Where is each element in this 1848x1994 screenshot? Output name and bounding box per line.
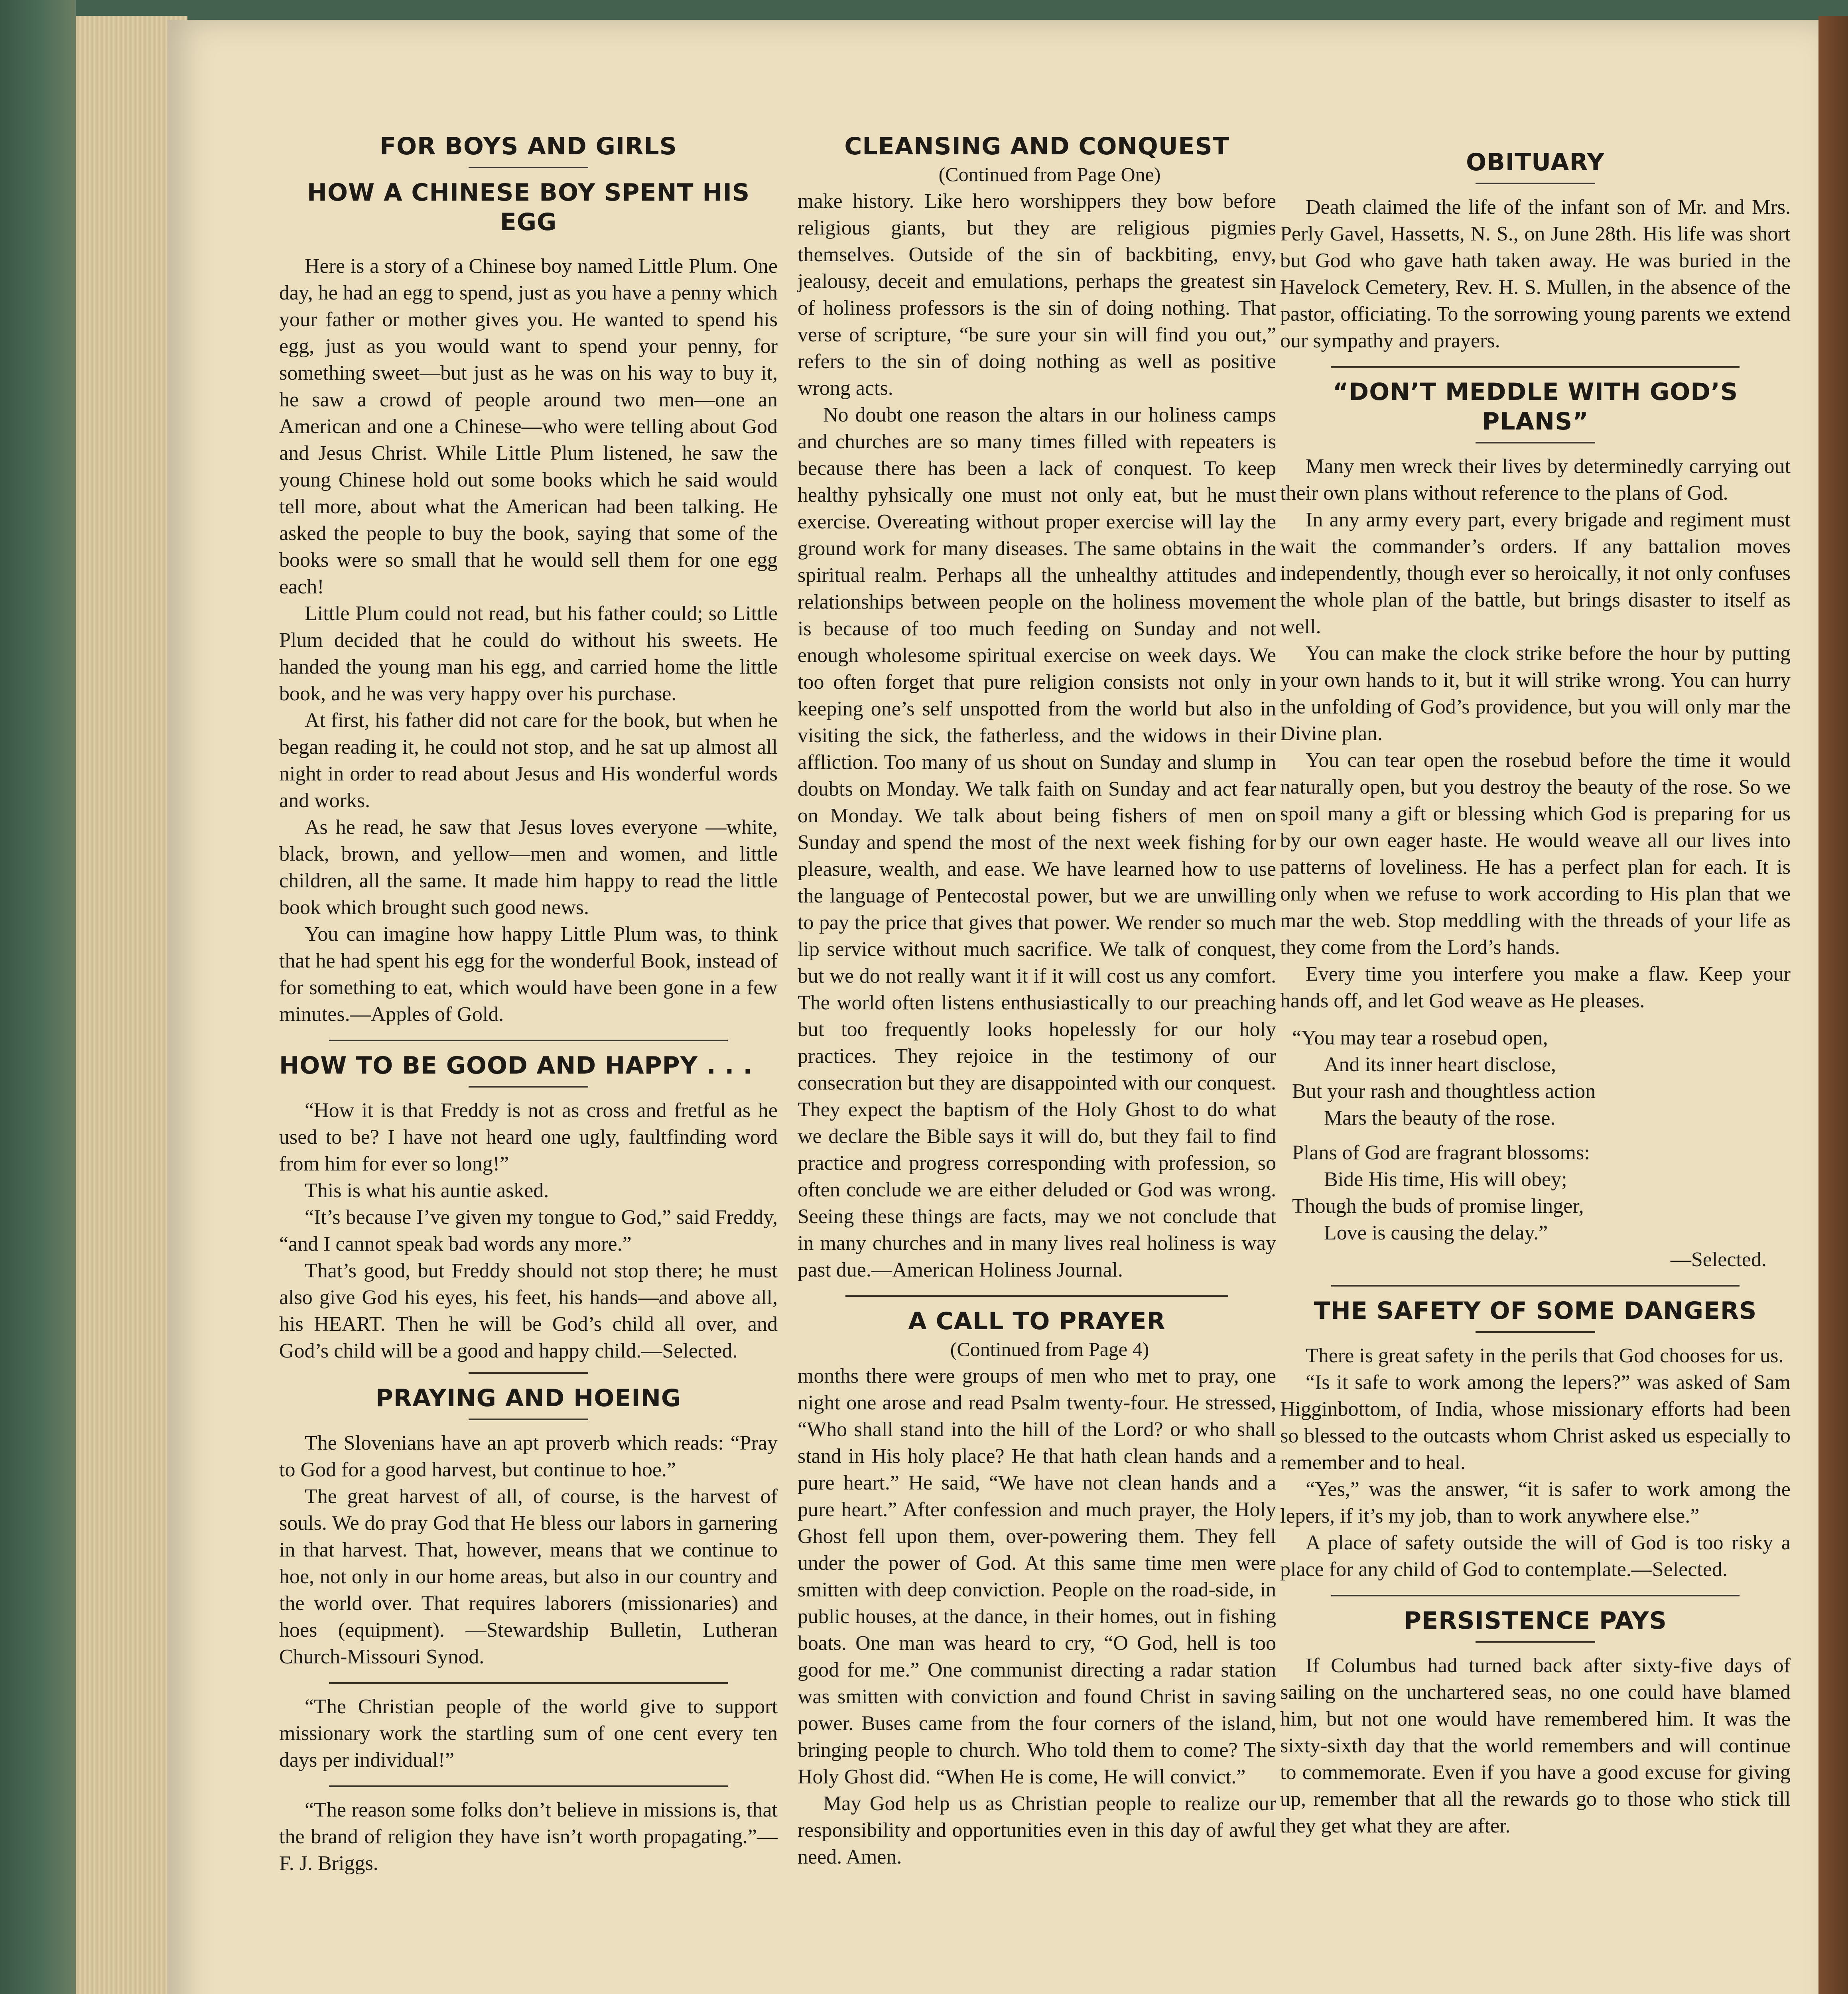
poem-line: Mars the beauty of the rose. <box>1324 1107 1556 1129</box>
article-title-good-and-happy: HOW TO BE GOOD AND HAPPY . . . <box>279 1052 753 1080</box>
heading-rule <box>469 1419 588 1420</box>
section-divider <box>329 1040 728 1041</box>
paragraph: At first, his father did not care for the book, but when he began reading it, he could not stop, and he sat up almost all night in order to read about Jesus and His wonderful words and works. <box>279 709 778 812</box>
poem-line: Though the buds of promise linger, <box>1292 1195 1584 1218</box>
poem-line: But your rash and thoughtless action <box>1292 1080 1596 1103</box>
heading-rule <box>1476 1331 1595 1333</box>
paragraph: That’s good, but Freddy should not stop there; he must also give God his eyes, his feet, his hands—and above all, his HEART. Then he will be God’s child all over, and God’s child will be a good and happy child.—Selected. <box>279 1259 778 1362</box>
book-cover-left <box>0 0 76 1994</box>
paragraph: “It’s because I’ve given my tongue to God,” said Freddy, “and I cannot speak bad words any more.” <box>279 1206 778 1255</box>
column-left <box>279 132 778 1877</box>
poem-line: Bide His time, His will obey; <box>1324 1168 1567 1191</box>
quote-missionary-giving: “The Christian people of the world give to support missionary work the startling sum of one cent every ten days per individual!” <box>279 1695 778 1771</box>
paragraph: “Is it safe to work among the lepers?” was asked of Sam Higginbottom, of India, whose missionary efforts had been so blessed to the outcasts whom Christ asked us especially to remember and to heal. <box>1280 1371 1791 1474</box>
paragraph: If Columbus had turned back after sixty-five days of sailing on the unchartered seas, no one could have blamed him, but not one would have remembered him. It was the sixty-sixth day that the world remembers and will continue to commemorate. Even if you have a good excuse for giving up, remember that all the rewards go to those who stick till they get what they are after. <box>1280 1654 1791 1837</box>
paragraph: The great harvest of all, of course, is the harvest of souls. We do pray God that He bless our labors in garnering in that harvest. That, however, means that we continue to hoe, not only in our home areas, but also in our country and the world over. That requires laborers (missionaries) and hoes (equipment). —Stewardship Bulletin, Lutheran Church-Missouri Synod. <box>279 1485 778 1668</box>
section-divider <box>469 1372 588 1374</box>
paragraph: As he read, he saw that Jesus loves everyone —white, black, brown, and yellow—men and women, and little children, all the same. It made him happy to read the little book which brought such good news. <box>279 816 778 919</box>
poem-line: Love is causing the delay.” <box>1324 1222 1548 1244</box>
paragraph: This is what his auntie asked. <box>305 1179 549 1202</box>
poem-line: Plans of God are fragrant blossoms: <box>1292 1141 1590 1164</box>
paragraph: You can imagine how happy Little Plum was, to think that he had spent his egg for the wonderful Book, instead of for something to eat, which would have been gone in a few minutes.—Apples of Gold. <box>279 923 778 1026</box>
heading-rule <box>1476 442 1595 443</box>
heading-rule <box>469 167 588 168</box>
poem <box>1292 1025 1791 1273</box>
poem-attribution: —Selected. <box>1670 1248 1767 1271</box>
heading-rule <box>1476 1641 1595 1643</box>
column-right <box>1280 132 1791 1839</box>
paragraph: You can make the clock strike before the hour by putting your own hands to it, but it will strike wrong. You can hurry the unfolding of God’s providence, but you will only mar the Divine plan. <box>1280 642 1791 745</box>
continued-note: (Continued from Page One) <box>938 163 1161 185</box>
continued-note: (Continued from Page 4) <box>950 1338 1149 1360</box>
paragraph: In any army every part, every brigade and regiment must wait the commander’s orders. If any battalion moves independently, though ever so heroically, it not only confuses the whole plan of the battle, but brings disaster to itself as well. <box>1280 508 1791 638</box>
article-title-persistence-pays: PERSISTENCE PAYS <box>1404 1607 1667 1635</box>
column-middle <box>798 132 1276 1870</box>
section-heading-for-boys-and-girls: FOR BOYS AND GIRLS <box>380 132 677 160</box>
poem-line: And its inner heart disclose, <box>1324 1053 1556 1076</box>
paragraph: There is great safety in the perils that God chooses for us. <box>1306 1344 1784 1367</box>
article-title-safety-of-dangers: THE SAFETY OF SOME DANGERS <box>1314 1297 1757 1325</box>
paragraph: Every time you interfere you make a flaw. Keep your hands off, and let God weave as He pleases. <box>1280 963 1791 1012</box>
section-divider <box>329 1682 728 1684</box>
paragraph: Death claimed the life of the infant son of Mr. and Mrs. Perly Gavel, Hassetts, N. S., on June 28th. His life was short but God who gave hath taken away. He was buried in the Havelock Cemetery, Rev. H. S. Mullen, in the absence of the pastor, officiating. To the sorrowing young parents we extend our sympathy and prayers. <box>1280 196 1791 352</box>
paragraph: A place of safety outside the will of God is too risky a place for any child of God to contemplate.—Selected. <box>1280 1531 1791 1581</box>
section-divider <box>1331 366 1740 368</box>
article-title-dont-meddle: “DON’T MEDDLE WITH GOD’S PLANS” <box>1332 378 1738 435</box>
paragraph: The Slovenians have an apt proverb which reads: “Pray to God for a good harvest, but continue to hoe.” <box>279 1432 778 1481</box>
poem-line: “You may tear a rosebud open, <box>1292 1027 1548 1049</box>
article-title-praying-and-hoeing: PRAYING AND HOEING <box>375 1384 682 1412</box>
paragraph: “How it is that Freddy is not as cross and fretful as he used to be? I have not heard one ugly, faultfinding word from him for ever so long!” <box>279 1099 778 1175</box>
heading-rule <box>1476 183 1595 184</box>
paragraph: No doubt one reason the altars in our holiness camps and churches are so many times filled with repeaters is because there has been a lack of conquest. To keep healthy pyhsically one must not only eat, but he must exercise. Overeating without proper exercise will lay the ground work for many diseases. The same obtains in the spiritual realm. Perhaps all the unhealthy attitudes and relationships between people on the holiness movement is because of too much feeding on Sunday and not enough wholesome spiritual exercise on week days. We too often forget that pure religion consists not only in keeping one’s self unspotted from the world but also in visiting the sick, the fatherless, and the widows in their affliction. Too many of us shout on Sunday and slump in doubts on Monday. We talk faith on Sunday and act fear on Monday. We talk about being fishers of men on Sunday and spend the most of the next week fishing for pleasure, wealth, and ease. We have learned how to use the language of Pentecostal power, but we are unwilling to pay the price that gives that power. We render so much lip service without much sacrifice. We talk of conquest, but we do not really want it if it will cost us any comfort. The world often listens enthusiastically to our preaching but too frequently looks hopelessly for our holy practices. They rejoice in the testimony of our consecration but they are disappointed with our conquest. They expect the baptism of the Holy Ghost to do what we declare the Bible says it will do, but they fail to find practice and progress corresponding with profession, so often conclude we are either deluded or God was wrong. Seeing these things are facts, may we not conclude that in many churches and in many lives real holiness is way past due.—American Holiness Journal. <box>798 404 1276 1281</box>
heading-rule <box>469 1086 588 1088</box>
article-title-obituary: OBITUARY <box>1466 148 1605 176</box>
paragraph: Little Plum could not read, but his father could; so Little Plum decided that he could do without his sweets. He handed the young man his egg, and carried home the little book, and he was very happy over his purchase. <box>279 602 778 705</box>
article-title-cleansing-and-conquest: CLEANSING AND CONQUEST <box>844 132 1229 160</box>
paragraph: You can tear open the rosebud before the time it would naturally open, but you destroy the beauty of the rose. So we spoil many a gift or blessing which God is preparing for us by our own eager haste. He would weave all our lives into patterns of loveliness. He has a perfect plan for each. It is only when we refuse to work according to His plan that we mar the web. Stop meddling with the threads of your life as they come from the Lord’s hands. <box>1280 749 1791 959</box>
paragraph: months there were groups of men who met to pray, one night one arose and read Psalm twenty-four. He stressed, “Who shall stand into the hill of the Lord? or who shall stand in His holy place? He that hath clean hands and a pure heart.” He said, “We have not clean hands and a pure heart.” After confession and much prayer, the Holy Ghost fell upon them, over-powering them. They fell under the power of God. At this same time men were smitten with deep conviction. People on the road-side, in public houses, at the dance, in their homes, out in fishing boats. One man was heard to cry, “O God, hell is too good for me.” One communist directing a radar station was smitten with conviction and found Christ in saving power. Buses came from the four corners of the island, bringing people to church. Who told them to come? The Holy Ghost did. “When He is come, He will convict.” <box>798 1365 1276 1788</box>
paragraph: Many men wreck their lives by determinedly carrying out their own plans without reference to the plans of God. <box>1280 455 1791 504</box>
book-cover-right <box>1818 16 1848 1994</box>
section-divider <box>1331 1285 1740 1287</box>
paragraph: “Yes,” was the answer, “it is safer to work among the lepers, if it’s my job, than to work anywhere else.” <box>1280 1478 1791 1527</box>
quote-briggs: “The reason some folks don’t believe in missions is, that the brand of religion they have isn’t worth propagating.”—F. J. Briggs. <box>279 1799 778 1875</box>
paragraph: Here is a story of a Chinese boy named Little Plum. One day, he had an egg to spend, just as you have a penny which your father or mother gives you. He wanted to spend his egg, just as you would want to spend your penny, for something sweet—but just as he was on his way to buy it, he saw a crowd of people around two men—one an American and one a Chinese—who were telling about God and Jesus Christ. While Little Plum listened, he saw the young Chinese hold out some books which he said would tell more, about what the American had been talking. He asked the people to buy the book, saying that some of the books were so small that he would sell them for one egg each! <box>279 255 778 598</box>
section-divider <box>329 1785 728 1787</box>
article-title-chinese-boy: HOW A CHINESE BOY SPENT HIS EGG <box>307 179 750 236</box>
section-divider <box>1331 1595 1740 1596</box>
paragraph: make history. Like hero worshippers they bow before religious giants, but they are religious pigmies themselves. Outside of the sin of backbiting, envy, jealousy, deceit and emulations, perhaps the greatest sin of holiness professors is the sin of doing nothing. That verse of scripture, “be sure your sin will find you out,” refers to the sin of doing nothing as well as positive wrong acts. <box>798 190 1276 400</box>
article-title-call-to-prayer: A CALL TO PRAYER <box>908 1307 1166 1335</box>
paragraph: May God help us as Christian people to realize our responsibility and opportunities even in this day of awful need. Amen. <box>798 1792 1276 1868</box>
section-divider <box>845 1295 1228 1297</box>
